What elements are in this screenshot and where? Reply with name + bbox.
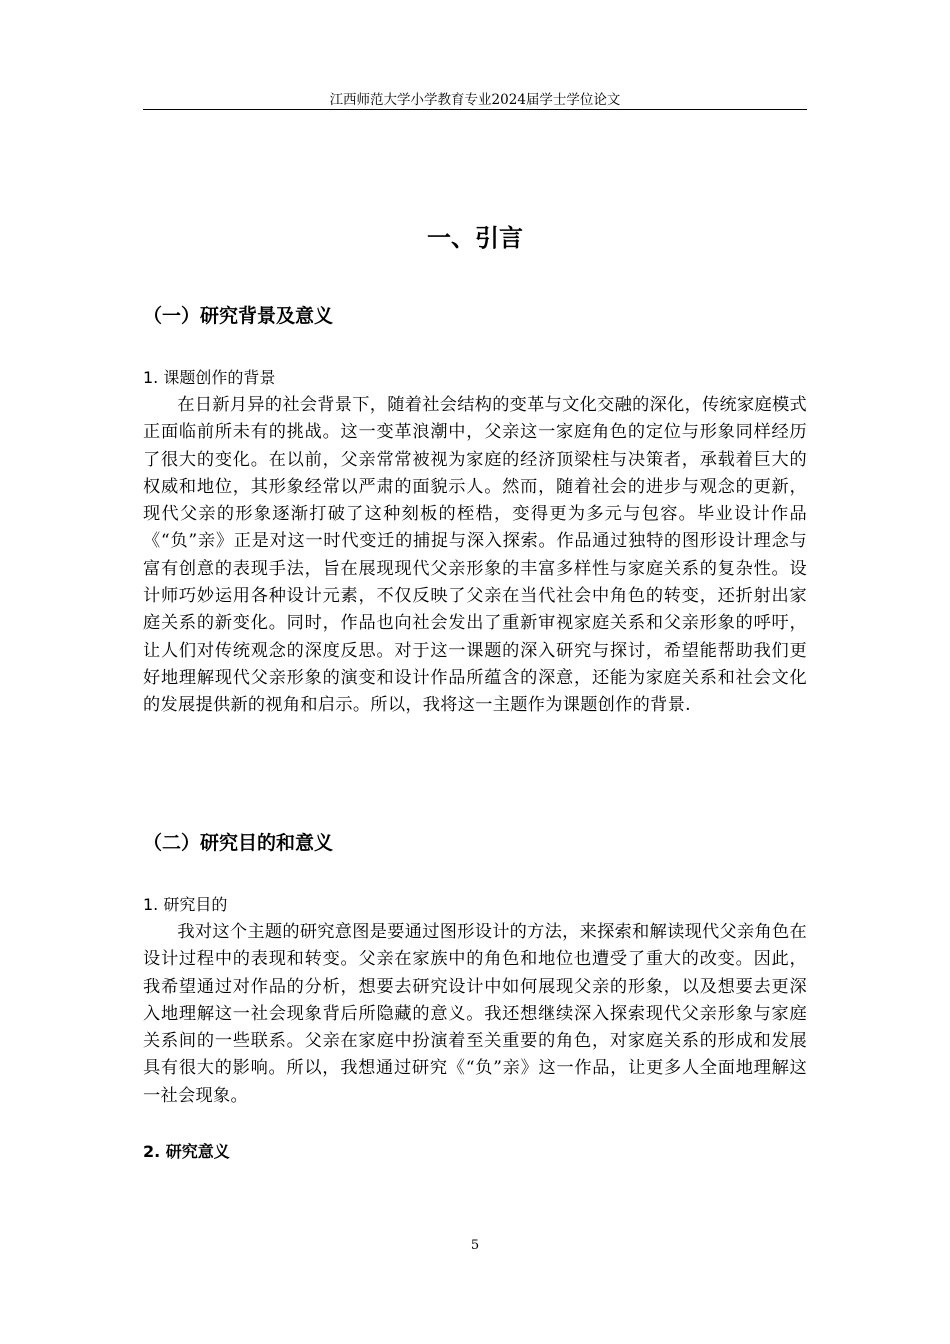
- subheading-research-significance: 2. 研究意义: [143, 1142, 230, 1161]
- running-header: 江西师范大学小学教育专业2024届学士学位论文: [329, 92, 621, 108]
- section-heading-purpose: （二）研究目的和意义: [143, 832, 334, 854]
- section-heading-background: （一）研究背景及意义: [143, 305, 334, 327]
- header-rule: [143, 109, 807, 110]
- paragraph-background: 在日新月异的社会背景下，随着社会结构的变革与文化交融的深化，传统家庭模式正面临前所未有的挑战。这一变革浪潮中，父亲这一家庭角色的定位与形象同样经历了很大的变化。在以前，父亲常常被视为家庭的经济顶梁柱与决策者，承载着巨大的权威和地位，其形象经常以严肃的面貌示人。然而，随着社会的进步与观念的更新，现代父亲的形象逐渐打破了这种刻板的桎梏，变得更为多元与包容。毕业设计作品《“负”亲》正是对这一时代变迁的捕捉与深入探索。作品通过独特的图形设计理念与富有创意的表现手法，旨在展现现代父亲形象的丰富多样性与家庭关系的复杂性。设计师巧妙运用各种设计元素，不仅反映了父亲在当代社会中角色的转变，还折射出家庭关系的新变化。同时，作品也向社会发出了重新审视家庭关系和父亲形象的呼吁，让人们对传统观念的深度反思。对于这一课题的深入研究与探讨，希望能帮助我们更好地理解现代父亲形象的演变和设计作品所蕴含的深意，还能为家庭关系和社会文化的发展提供新的视角和启示。所以，我将这一主题作为课题创作的背景.: [143, 395, 807, 716]
- paragraph-purpose: 我对这个主题的研究意图是要通过图形设计的方法，来探索和解读现代父亲角色在设计过程中的表现和转变。父亲在家族中的角色和地位也遭受了重大的改变。因此，我希望通过对作品的分析，想要去研究设计中如何展现父亲的形象，以及想要去更深入地理解这一社会现象背后所隐藏的意义。我还想继续深入探索现代父亲形象与家庭关系间的一些联系。父亲在家庭中扮演着至关重要的角色，对家庭关系的形成和发展具有很大的影响。所以，我想通过研究《“负”亲》这一作品，让更多人全面地理解这一社会现象。: [143, 922, 807, 1106]
- subheading-research-purpose: 1. 研究目的: [143, 895, 228, 914]
- page-number: 5: [470, 1238, 480, 1253]
- chapter-title: 一、引言: [427, 224, 523, 252]
- subheading-topic-background: 1. 课题创作的背景: [143, 368, 276, 387]
